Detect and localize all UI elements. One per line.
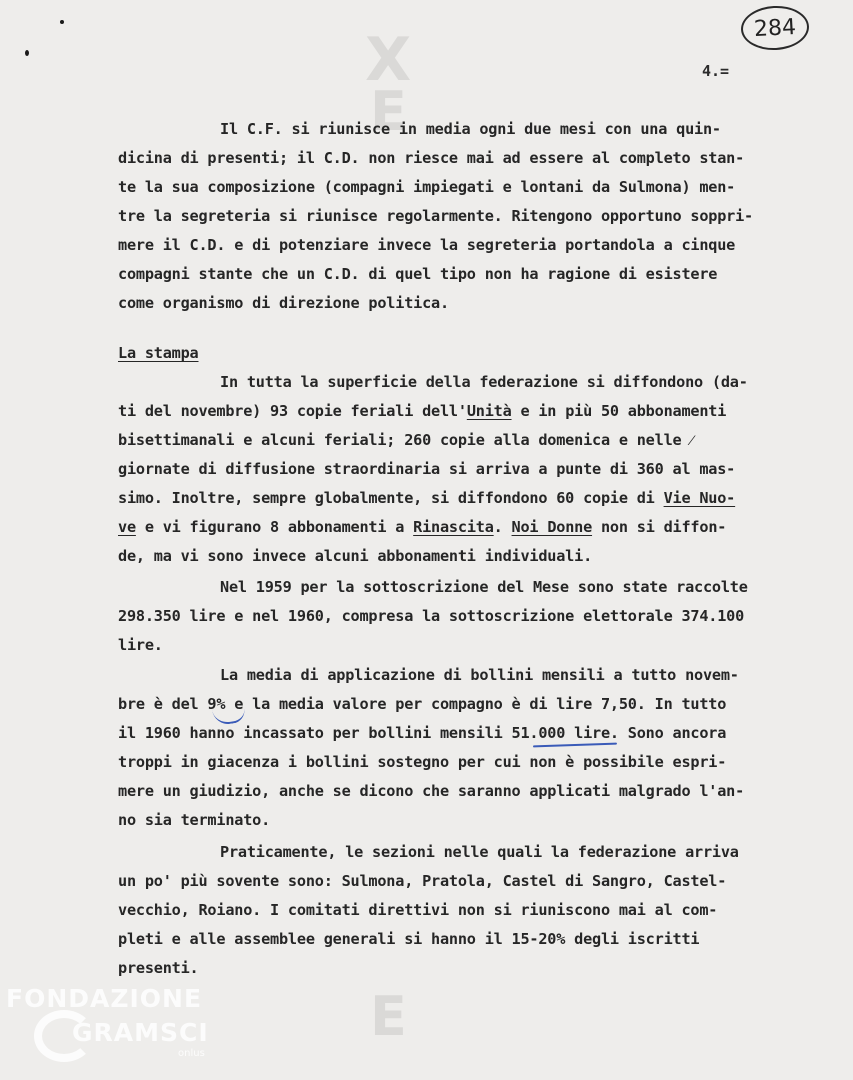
text-line: ti del novembre) 93 copie feriali dell'Unità e in più 50 abbonamenti (118, 402, 727, 420)
text-line: te la sua composizione (compagni impiegati e lontani da Sulmona) men- (118, 178, 736, 196)
text-line: Il C.F. si riunisce in media ogni due mesi con una quin- (220, 120, 721, 138)
text-line: mere il C.D. e di potenziare invece la segreteria portandola a cinque (118, 236, 736, 254)
text-line: tre la segreteria si riunisce regolarmente. Ritengono opportuno soppri- (118, 207, 753, 225)
underlined-title: Unità (466, 402, 512, 420)
text-line: La media di applicazione di bollini mensili a tutto novem- (220, 666, 739, 684)
text-line: ve e vi figurano 8 abbonamenti a Rinascita. Noi Donne non si diffon- (118, 518, 727, 536)
text-line: Nel 1959 per la sottoscrizione del Mese sono state raccolte (220, 578, 748, 596)
text-line: no sia terminato. (118, 811, 271, 829)
text-line: troppi in giacenza i bollini sostegno per cui non è possibile espri- (118, 753, 727, 771)
text-line: mere un giudizio, anche se dicono che saranno applicati malgrado l'an- (118, 782, 745, 800)
ink-speck (60, 20, 64, 24)
text-line: In tutta la superficie della federazione si diffondono (da- (220, 373, 748, 391)
section-heading: La stampa (118, 344, 199, 362)
text-line: dicina di presenti; il C.D. non riesce mai ad essere al completo stan- (118, 149, 745, 167)
underlined-title: Noi Donne (511, 518, 593, 536)
text-line: bisettimanali e alcuni feriali; 260 copie alla domenica e nelle ⁄ (118, 431, 693, 449)
archive-stamp-number: 284 (740, 4, 810, 51)
text-line: presenti. (118, 959, 199, 977)
pen-mark (210, 690, 246, 726)
text-line: de, ma vi sono invece alcuni abbonamenti individuali. (118, 547, 593, 565)
text-line: simo. Inoltre, sempre globalmente, si diffondono 60 copie di Vie Nuo- (118, 489, 736, 507)
text-line: vecchio, Roiano. I comitati direttivi non si riuniscono mai al com- (118, 901, 718, 919)
underlined-title: Vie Nuo- (663, 489, 736, 507)
text-line: 298.350 lire e nel 1960, compresa la sottoscrizione elettorale 374.100 (118, 607, 745, 625)
text-line: il 1960 hanno incassato per bollini mensili 51.000 lire. Sono ancora (118, 724, 727, 742)
text-line: compagni stante che un C.D. di quel tipo non ha ragione di esistere (118, 265, 718, 283)
text-line: giornate di diffusione straordinaria si arriva a punte di 360 al mas- (118, 460, 736, 478)
pen-underline (533, 743, 617, 748)
text-line: come organismo di direzione politica. (118, 294, 449, 312)
underlined-title: ve (118, 518, 136, 536)
text-line: pleti e alle assemblee generali si hanno il 15-20% degli iscritti (118, 930, 700, 948)
page-number: 4.= (702, 62, 730, 80)
text-line: Praticamente, le sezioni nelle quali la federazione arriva (220, 843, 739, 861)
text-line: bre è del 9% e la media valore per compagno è di lire 7,50. In tutto (118, 695, 727, 713)
ink-speck (25, 50, 29, 56)
text-line: un po' più sovente sono: Sulmona, Pratola, Castel di Sangro, Castel- (118, 872, 727, 890)
text-line: lire. (118, 636, 163, 654)
fondazione-gramsci-logo: FONDAZIONE GRAMSCI onlus (6, 984, 216, 1074)
underlined-title: Rinascita (413, 518, 494, 536)
watermark: X E E (365, 25, 412, 1048)
